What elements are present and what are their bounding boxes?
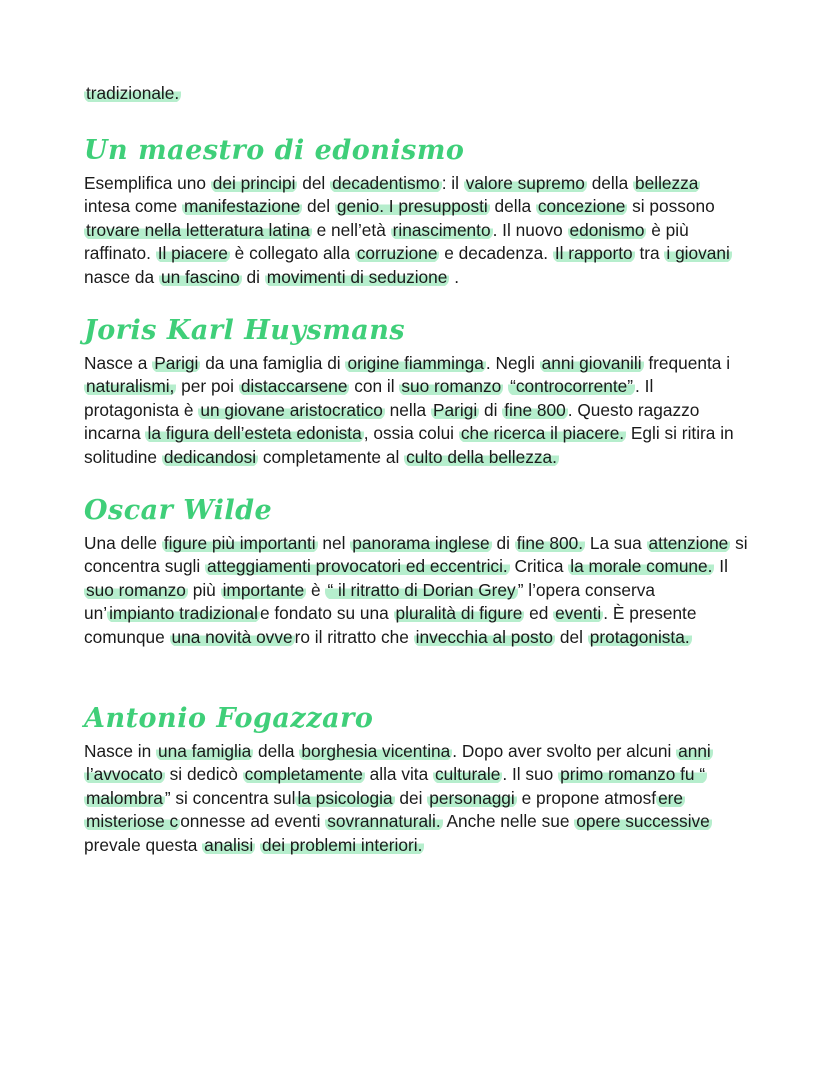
body-text: del <box>302 196 335 217</box>
highlighted-text: fine 800. <box>516 532 584 553</box>
highlighted-text: una novità ovve <box>171 626 293 647</box>
body-text: . Il protagonista è <box>84 376 654 420</box>
body-text: e decadenza. <box>439 243 553 264</box>
highlighted-text: invecchia al posto <box>415 626 554 647</box>
highlighted-text: importante <box>222 579 305 600</box>
body-text: della <box>586 172 634 193</box>
section-body <box>84 532 748 650</box>
body-text: tra <box>634 243 665 264</box>
body-text: Egli si ritira in solitudine <box>84 423 734 467</box>
section-title-huysmans: Joris Karl Huysmans <box>84 314 406 346</box>
body-text: di <box>491 532 515 553</box>
body-text: . Questo ragazzo incarna <box>84 399 700 444</box>
highlighted-text: eventi <box>555 603 602 624</box>
body-text: completamente al <box>258 446 405 467</box>
body-text: della <box>489 196 536 217</box>
highlighted-text: opere successive <box>576 811 710 832</box>
body-text: . <box>449 266 459 287</box>
highlighted-text: atteggiamenti provocatori ed eccentrici. <box>207 556 508 577</box>
highlighted-text: culturale <box>435 764 501 785</box>
body-text: Il <box>714 556 728 577</box>
highlighted-text: dei problemi interiori. <box>261 834 423 855</box>
section-title-wilde: Oscar Wilde <box>84 494 273 526</box>
body-text: e propone atmosf <box>516 787 657 808</box>
highlighted-text: ere misteriose c <box>86 787 684 832</box>
body-text: della <box>253 740 300 761</box>
highlighted-text: trovare nella letteratura latina <box>86 219 310 240</box>
body-text: da una famiglia di <box>200 352 346 373</box>
body-text: di <box>241 266 265 287</box>
highlighted-text: genio. I presupposti <box>336 196 488 217</box>
highlighted-text: la morale comune. <box>570 556 713 577</box>
highlighted-text: un giovane aristocratico <box>200 399 383 420</box>
body-text: di <box>479 399 503 420</box>
body-text: nella <box>384 399 431 420</box>
highlighted-text: decadentismo <box>332 172 440 193</box>
body-text: . Il suo <box>502 764 559 785</box>
highlighted-text: impianto tradizional <box>109 603 258 624</box>
body-text: La sua <box>585 532 647 553</box>
body-text: è più raffinato. <box>84 219 689 264</box>
body-text: prevale questa <box>84 834 203 855</box>
body-text: per poi <box>176 376 239 397</box>
body-text: intesa come <box>84 196 182 217</box>
body-text: nel <box>317 532 351 553</box>
highlighted-text: concezione <box>537 196 626 217</box>
highlighted-text: personaggi <box>429 787 515 808</box>
highlighted-text: valore supremo <box>465 172 585 193</box>
body-text: si possono <box>627 196 715 217</box>
body-text: , ossia colui <box>363 423 459 444</box>
highlighted-text: fine 800 <box>504 399 566 420</box>
section-title-fogazzaro: Antonio Fogazzaro <box>84 702 374 734</box>
highlighted-text: un fascino <box>160 266 240 287</box>
highlighted-text: analisi <box>204 834 254 855</box>
highlighted-text: sovrannaturali. <box>327 811 441 832</box>
highlighted-text: rinascimento <box>392 219 491 240</box>
lead-paragraph <box>84 82 748 106</box>
section-title-edonismo: Un maestro di edonismo <box>84 134 465 166</box>
highlighted-text: primo romanzo fu “ malombra <box>86 764 706 808</box>
highlighted-text: Parigi <box>432 399 478 420</box>
section-body <box>84 352 748 470</box>
body-text: del <box>555 626 588 647</box>
body-text: Nasce a <box>84 352 153 373</box>
highlighted-text: anni giovanili <box>541 352 642 373</box>
body-text: nasce da <box>84 266 159 287</box>
body-text: è <box>306 579 326 600</box>
body-text: più <box>187 579 221 600</box>
highlighted-text: la psicologia <box>297 787 393 808</box>
body-text: dei <box>394 787 428 808</box>
highlighted-text: edonismo <box>569 219 645 240</box>
body-text: e fondato su una <box>259 603 394 624</box>
highlighted-text: dei principi <box>212 172 296 193</box>
highlighted-text: suo romanzo <box>86 579 186 600</box>
lead-text: tradizionale. <box>86 83 180 103</box>
highlighted-text: che ricerca il piacere. <box>460 423 625 444</box>
highlighted-text: completamente <box>244 764 363 785</box>
highlighted-text: una famiglia <box>158 740 252 761</box>
body-text: frequenta i <box>643 352 731 373</box>
highlighted-text: dedicandosi <box>163 446 257 467</box>
body-text: . È presente comunque <box>84 603 697 647</box>
body-text: Nasce in <box>84 740 157 761</box>
body-text: si concentra sugli <box>84 532 748 577</box>
body-text: ed <box>524 603 554 624</box>
body-text: e nell’età <box>311 219 391 240</box>
body-text: Anche nelle sue <box>442 811 575 832</box>
highlighted-text: Parigi <box>154 352 199 373</box>
highlighted-text: manifestazione <box>183 196 301 217</box>
highlighted-text: distaccarsene <box>240 376 348 397</box>
highlighted-text: borghesia vicentina <box>301 740 451 761</box>
highlighted-text: attenzione <box>648 532 729 553</box>
highlighted-text: panorama inglese <box>352 532 490 553</box>
body-text: alla vita <box>364 764 434 785</box>
section-body <box>84 172 748 290</box>
body-text: : il <box>441 172 464 193</box>
highlighted-text: figure più importanti <box>163 532 316 553</box>
highlighted-text: corruzione <box>356 243 438 264</box>
body-text: si dedicò <box>164 764 243 785</box>
highlighted-text: origine fiamminga <box>347 352 484 373</box>
highlighted-text: suo romanzo <box>401 376 502 397</box>
highlighted-text: pluralità di figure <box>395 603 523 624</box>
body-text: Critica <box>509 556 569 577</box>
body-text: onnesse ad eventi <box>180 811 326 832</box>
body-text: con il <box>349 376 400 397</box>
highlighted-text: movimenti di seduzione <box>266 266 448 287</box>
highlighted-text: Il piacere <box>157 243 228 264</box>
highlighted-text: i giovani <box>666 243 730 264</box>
body-text: ” si concentra sul <box>164 787 296 808</box>
body-text: . Il nuovo <box>492 219 568 240</box>
highlighted-text: anni l’avvocato <box>86 740 711 785</box>
highlighted-text: la figura dell’esteta edonista <box>147 423 362 444</box>
section-body <box>84 740 748 858</box>
body-text: Una delle <box>84 532 162 553</box>
body-text: . Dopo aver svolto per alcuni <box>452 740 677 761</box>
highlighted-text: culto della bellezza. <box>406 446 557 467</box>
body-text: è collegato alla <box>229 243 355 264</box>
body-text: Esemplifica uno <box>84 172 211 193</box>
body-text: ” l’opera conserva un’ <box>84 579 656 624</box>
highlighted-text: naturalismi, <box>86 376 175 397</box>
highlighted-text: bellezza <box>635 172 699 193</box>
body-text: . Negli <box>485 352 540 373</box>
highlighted-text: protagonista. <box>589 626 690 647</box>
highlighted-text: “controcorrente” <box>510 376 634 397</box>
highlighted-text: “ il ritratto di Dorian Grey <box>327 579 516 600</box>
highlighted-text: Il rapporto <box>554 243 633 264</box>
body-text: del <box>297 172 331 193</box>
body-text: ro il ritratto che <box>294 626 414 647</box>
